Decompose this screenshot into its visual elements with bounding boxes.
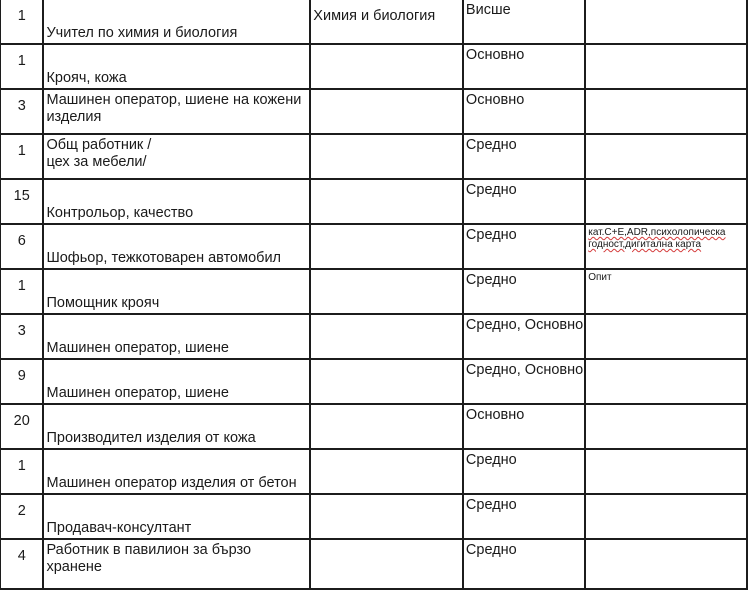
count-cell: 1 xyxy=(0,134,43,179)
education-text: Средно xyxy=(465,497,517,513)
count-cell: 4 xyxy=(0,539,43,589)
position-cell xyxy=(43,269,310,314)
specialty-cell xyxy=(310,359,463,404)
education-text: Основно xyxy=(465,47,525,63)
specialty-cell xyxy=(310,494,463,539)
specialty-cell xyxy=(310,404,463,449)
table-row xyxy=(0,404,747,449)
table-row xyxy=(0,0,747,44)
education-text: Средно, Основно xyxy=(465,317,584,333)
position-text: Крояч, кожа xyxy=(46,70,127,86)
position-cell xyxy=(43,44,310,89)
education-cell xyxy=(463,314,585,359)
count-cell: 2 xyxy=(0,494,43,539)
requirements-cell xyxy=(585,314,747,359)
count-cell: 9 xyxy=(0,359,43,404)
education-text: Средно xyxy=(465,137,517,153)
specialty-cell xyxy=(310,269,463,314)
position-text: Работник в павилион за бързо хранене xyxy=(46,542,252,575)
position-cell xyxy=(43,449,310,494)
requirements-cell xyxy=(585,449,747,494)
specialty-cell xyxy=(310,0,463,44)
education-text: Основно xyxy=(465,92,525,108)
table-row xyxy=(0,539,747,589)
table-row xyxy=(0,89,747,134)
education-cell xyxy=(463,404,585,449)
education-cell xyxy=(463,0,585,44)
position-text: Машинен оператор, шиене на кожени изделия xyxy=(46,92,302,125)
position-cell xyxy=(43,224,310,269)
education-text: Средно xyxy=(465,542,517,558)
count-cell: 1 xyxy=(0,449,43,494)
table-row xyxy=(0,269,747,314)
specialty-cell xyxy=(310,89,463,134)
position-cell xyxy=(43,359,310,404)
table-row xyxy=(0,494,747,539)
position-cell xyxy=(43,404,310,449)
count-cell: 15 xyxy=(0,179,43,224)
position-text: Помощник крояч xyxy=(46,295,160,311)
position-text: Производител изделия от кожа xyxy=(46,430,256,446)
table-row xyxy=(0,44,747,89)
education-text: Средно xyxy=(465,227,517,243)
education-text: Средно xyxy=(465,452,517,468)
specialty-cell xyxy=(310,179,463,224)
specialty-cell xyxy=(310,539,463,589)
table-row xyxy=(0,179,747,224)
education-cell xyxy=(463,359,585,404)
requirements-cell xyxy=(585,0,747,44)
requirements-cell xyxy=(585,44,747,89)
position-text: Машинен оператор, шиене xyxy=(46,340,229,356)
requirements-text: кат.C+E,ADR,психолопическа годност,дигитална карта xyxy=(588,227,726,250)
table-row xyxy=(0,449,747,494)
requirements-cell xyxy=(585,134,747,179)
table-row xyxy=(0,359,747,404)
education-text: Средно xyxy=(465,182,517,198)
count-cell: 1 xyxy=(0,44,43,89)
requirements-cell xyxy=(585,269,747,314)
table-row xyxy=(0,134,747,179)
position-cell xyxy=(43,494,310,539)
position-cell xyxy=(43,0,310,44)
education-cell xyxy=(463,449,585,494)
position-cell xyxy=(43,314,310,359)
specialty-cell xyxy=(310,44,463,89)
requirements-cell xyxy=(585,179,747,224)
count-cell: 3 xyxy=(0,89,43,134)
count-cell: 3 xyxy=(0,314,43,359)
count-cell: 20 xyxy=(0,404,43,449)
education-cell xyxy=(463,179,585,224)
requirements-cell xyxy=(585,224,747,269)
table-row xyxy=(0,314,747,359)
specialty-text: Химия и биология xyxy=(313,8,436,24)
position-text: Продавач-консултант xyxy=(46,520,192,536)
education-cell xyxy=(463,134,585,179)
education-cell xyxy=(463,224,585,269)
position-text: Машинен оператор изделия от бетон xyxy=(46,475,297,491)
position-cell xyxy=(43,89,310,134)
position-cell xyxy=(43,179,310,224)
specialty-cell xyxy=(310,449,463,494)
requirements-cell xyxy=(585,359,747,404)
count-cell: 6 xyxy=(0,224,43,269)
requirements-cell xyxy=(585,404,747,449)
position-cell xyxy=(43,134,310,179)
education-cell xyxy=(463,44,585,89)
requirements-text: Опит xyxy=(588,272,612,283)
education-text: Основно xyxy=(465,407,525,423)
education-text: Средно xyxy=(465,272,517,288)
position-text: Контрольор, качество xyxy=(46,205,194,221)
specialty-cell xyxy=(310,224,463,269)
position-cell xyxy=(43,539,310,589)
requirements-cell xyxy=(585,89,747,134)
education-text: Средно, Основно xyxy=(465,362,584,378)
count-cell: 1 xyxy=(0,0,43,44)
count-cell: 1 xyxy=(0,269,43,314)
requirements-cell xyxy=(585,539,747,589)
education-cell xyxy=(463,89,585,134)
position-text: Учител по химия и биология xyxy=(46,25,238,41)
table-row xyxy=(0,224,747,269)
position-text: Шофьор, тежкотоварен автомобил xyxy=(46,250,282,266)
education-cell xyxy=(463,539,585,589)
education-text: Висше xyxy=(465,2,511,18)
requirements-cell xyxy=(585,494,747,539)
specialty-cell xyxy=(310,134,463,179)
education-cell xyxy=(463,494,585,539)
position-text: Машинен оператор, шиене xyxy=(46,385,229,401)
specialty-cell xyxy=(310,314,463,359)
position-text: Общ работник /цех за мебели/ xyxy=(46,137,152,170)
education-cell xyxy=(463,269,585,314)
